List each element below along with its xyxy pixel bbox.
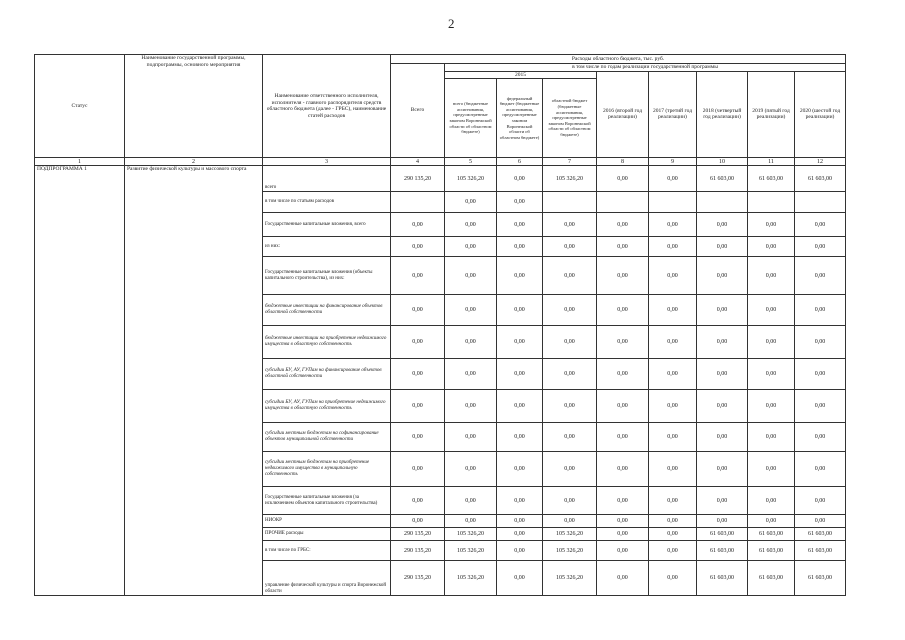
- value-cell: 0,00: [649, 237, 697, 257]
- value-cell: 0,00: [543, 515, 597, 528]
- value-cell: 0,00: [649, 257, 697, 295]
- value-cell: 0,00: [748, 257, 795, 295]
- value-cell: 0,00: [649, 487, 697, 515]
- column-number: 3: [263, 158, 391, 166]
- value-cell: 0,00: [597, 295, 649, 326]
- value-cell: 0,00: [445, 192, 497, 213]
- value-cell: 0,00: [649, 452, 697, 487]
- value-cell: 0,00: [795, 213, 846, 237]
- value-cell: 0,00: [445, 326, 497, 359]
- header-2015-federal: федеральный бюджет (бюджетные ассигнования, предусмотренные законом Воронежской области об областном бюджете): [497, 79, 543, 158]
- value-cell: 0,00: [649, 213, 697, 237]
- value-cell: 0,00: [445, 487, 497, 515]
- value-cell: 0,00: [497, 561, 543, 596]
- value-cell: 0,00: [649, 541, 697, 561]
- value-cell: 0,00: [391, 423, 445, 452]
- value-cell: 0,00: [445, 452, 497, 487]
- value-cell: 0,00: [649, 295, 697, 326]
- value-cell: 61 603,00: [697, 541, 748, 561]
- value-cell: 0,00: [391, 515, 445, 528]
- row-label: Государственные капитальные вложения (объекты капитального строительства), из них:: [263, 257, 391, 295]
- value-cell: 0,00: [597, 166, 649, 192]
- table-row: [35, 166, 846, 192]
- value-cell: 0,00: [391, 213, 445, 237]
- status-cell: ПОДПРОГРАММА 1: [35, 166, 125, 596]
- column-number: 4: [391, 158, 445, 166]
- value-cell: 0,00: [497, 515, 543, 528]
- column-number: 9: [649, 158, 697, 166]
- value-cell: 0,00: [497, 541, 543, 561]
- value-cell: 0,00: [795, 359, 846, 390]
- value-cell: 61 603,00: [697, 528, 748, 541]
- value-cell: 61 603,00: [795, 166, 846, 192]
- value-cell: 0,00: [543, 326, 597, 359]
- row-label: в том числе по статьям расходов: [263, 192, 391, 213]
- row-label: субсидии местным бюджетам на софинансирование объектов муниципальной собственности: [263, 423, 391, 452]
- value-cell: 0,00: [748, 515, 795, 528]
- value-cell: 0,00: [497, 166, 543, 192]
- value-cell: 0,00: [543, 390, 597, 423]
- column-number: 12: [795, 158, 846, 166]
- column-number: 6: [497, 158, 543, 166]
- value-cell: 0,00: [649, 326, 697, 359]
- value-cell: 0,00: [748, 326, 795, 359]
- header-expenses-title: Расходы областного бюджета, тыс. руб.: [391, 55, 846, 64]
- column-number: 5: [445, 158, 497, 166]
- value-cell: 0,00: [445, 515, 497, 528]
- value-cell: 0,00: [597, 390, 649, 423]
- value-cell: 0,00: [748, 423, 795, 452]
- value-cell: 0,00: [795, 423, 846, 452]
- column-number: 1: [35, 158, 125, 166]
- value-cell: 0,00: [597, 423, 649, 452]
- value-cell: 0,00: [543, 257, 597, 295]
- value-cell: 0,00: [391, 390, 445, 423]
- value-cell: 0,00: [649, 390, 697, 423]
- value-cell: 0,00: [597, 359, 649, 390]
- value-cell: 0,00: [597, 257, 649, 295]
- row-label: всего: [263, 166, 391, 192]
- header-total: Всего: [391, 64, 445, 158]
- page-number: 2: [448, 16, 455, 31]
- value-cell: 0,00: [697, 423, 748, 452]
- value-cell: [649, 192, 697, 213]
- column-number: 8: [597, 158, 649, 166]
- value-cell: 0,00: [795, 295, 846, 326]
- value-cell: 61 603,00: [795, 561, 846, 596]
- value-cell: 290 135,20: [391, 561, 445, 596]
- row-label: субсидии БУ, АУ, ГУПам на финансирование объектов областной собственности: [263, 359, 391, 390]
- value-cell: 0,00: [497, 192, 543, 213]
- value-cell: 0,00: [748, 295, 795, 326]
- value-cell: 105 326,20: [445, 528, 497, 541]
- value-cell: 0,00: [597, 452, 649, 487]
- value-cell: 0,00: [391, 237, 445, 257]
- row-label: Государственные капитальные вложения, всего: [263, 213, 391, 237]
- value-cell: 0,00: [795, 257, 846, 295]
- value-cell: 0,00: [445, 390, 497, 423]
- value-cell: 0,00: [445, 257, 497, 295]
- value-cell: 0,00: [748, 390, 795, 423]
- value-cell: 0,00: [445, 237, 497, 257]
- value-cell: 105 326,20: [543, 561, 597, 596]
- value-cell: 0,00: [543, 237, 597, 257]
- value-cell: 0,00: [597, 515, 649, 528]
- value-cell: 0,00: [543, 452, 597, 487]
- column-number: 7: [543, 158, 597, 166]
- value-cell: 0,00: [497, 213, 543, 237]
- value-cell: 105 326,20: [445, 166, 497, 192]
- value-cell: 0,00: [697, 452, 748, 487]
- header-2018: 2018 (четвертый год реализации): [697, 71, 748, 158]
- header-status: Статус: [35, 55, 125, 158]
- value-cell: 0,00: [697, 213, 748, 237]
- value-cell: 0,00: [543, 213, 597, 237]
- value-cell: 290 135,20: [391, 528, 445, 541]
- value-cell: 0,00: [391, 452, 445, 487]
- value-cell: 0,00: [649, 359, 697, 390]
- value-cell: 105 326,20: [543, 166, 597, 192]
- value-cell: 105 326,20: [445, 541, 497, 561]
- value-cell: 61 603,00: [697, 561, 748, 596]
- value-cell: 0,00: [795, 515, 846, 528]
- value-cell: 61 603,00: [748, 561, 795, 596]
- value-cell: 0,00: [497, 295, 543, 326]
- value-cell: 61 603,00: [795, 541, 846, 561]
- value-cell: 0,00: [445, 295, 497, 326]
- value-cell: [795, 192, 846, 213]
- value-cell: [697, 192, 748, 213]
- value-cell: 0,00: [795, 487, 846, 515]
- value-cell: 0,00: [597, 326, 649, 359]
- value-cell: 105 326,20: [543, 528, 597, 541]
- value-cell: 0,00: [649, 528, 697, 541]
- value-cell: 0,00: [748, 359, 795, 390]
- value-cell: 0,00: [649, 166, 697, 192]
- value-cell: 0,00: [497, 452, 543, 487]
- value-cell: 61 603,00: [748, 541, 795, 561]
- row-label: из них:: [263, 237, 391, 257]
- value-cell: 0,00: [649, 423, 697, 452]
- value-cell: 0,00: [497, 359, 543, 390]
- column-number: 10: [697, 158, 748, 166]
- value-cell: 0,00: [391, 257, 445, 295]
- value-cell: 0,00: [697, 390, 748, 423]
- value-cell: 0,00: [649, 561, 697, 596]
- value-cell: 0,00: [697, 515, 748, 528]
- budget-table: [34, 54, 846, 596]
- value-cell: 0,00: [543, 359, 597, 390]
- value-cell: 61 603,00: [748, 528, 795, 541]
- row-label: бюджетные инвестиции на приобретение недвижимого имущества в областную собственность: [263, 326, 391, 359]
- value-cell: 0,00: [597, 541, 649, 561]
- column-number: 11: [748, 158, 795, 166]
- row-label: бюджетные инвестиции на финансирование объектов областной собственности: [263, 295, 391, 326]
- value-cell: 0,00: [597, 237, 649, 257]
- column-number: 2: [125, 158, 263, 166]
- value-cell: 0,00: [497, 487, 543, 515]
- header-2015-total: всего (бюджетные ассигнования, предусмотренные законом Воронежской области об областном бюджете): [445, 79, 497, 158]
- value-cell: [748, 192, 795, 213]
- value-cell: 0,00: [697, 295, 748, 326]
- value-cell: 105 326,20: [445, 561, 497, 596]
- header-by-years: в том числе по годам реализации государственной программы: [445, 64, 846, 72]
- value-cell: 0,00: [445, 213, 497, 237]
- value-cell: 61 603,00: [748, 166, 795, 192]
- value-cell: 0,00: [597, 487, 649, 515]
- value-cell: 0,00: [391, 295, 445, 326]
- value-cell: 290 135,20: [391, 166, 445, 192]
- value-cell: 290 135,20: [391, 541, 445, 561]
- value-cell: 0,00: [697, 487, 748, 515]
- value-cell: 0,00: [391, 326, 445, 359]
- value-cell: 0,00: [497, 423, 543, 452]
- value-cell: 0,00: [795, 237, 846, 257]
- value-cell: 0,00: [543, 295, 597, 326]
- value-cell: 0,00: [748, 487, 795, 515]
- value-cell: 0,00: [497, 326, 543, 359]
- header-executor: Наименование ответственного исполнителя, исполнителя - главного распорядителя средств областного бюджета (далее - ГРБС), наименование статей расходов: [263, 55, 391, 158]
- value-cell: [597, 192, 649, 213]
- column-numbers-row: [35, 158, 846, 166]
- value-cell: 0,00: [795, 390, 846, 423]
- row-label: управление физической культуры и спорта Воронежской области: [263, 561, 391, 596]
- value-cell: 61 603,00: [795, 528, 846, 541]
- row-label: субсидии местным бюджетам на приобретение недвижимого имущества в муниципальную собственность: [263, 452, 391, 487]
- value-cell: [391, 192, 445, 213]
- value-cell: 0,00: [697, 326, 748, 359]
- row-label: Государственные капитальные вложения (за исключением объектов капитального строительства): [263, 487, 391, 515]
- value-cell: 0,00: [748, 213, 795, 237]
- value-cell: 0,00: [748, 452, 795, 487]
- value-cell: 0,00: [649, 515, 697, 528]
- row-label: в том числе по ГРБС:: [263, 541, 391, 561]
- value-cell: 0,00: [391, 359, 445, 390]
- value-cell: 105 326,20: [543, 541, 597, 561]
- value-cell: 0,00: [795, 452, 846, 487]
- value-cell: 0,00: [497, 390, 543, 423]
- value-cell: 61 603,00: [697, 166, 748, 192]
- value-cell: 0,00: [697, 257, 748, 295]
- value-cell: 0,00: [697, 359, 748, 390]
- value-cell: 0,00: [697, 237, 748, 257]
- value-cell: 0,00: [597, 213, 649, 237]
- value-cell: 0,00: [543, 487, 597, 515]
- header-program-name: Наименование государственной программы, подпрограммы, основного мероприятия: [125, 55, 263, 158]
- value-cell: 0,00: [497, 528, 543, 541]
- header-2015-regional: областной бюджет (бюджетные ассигнования, предусмотренные законом Воронежской области об областном бюджете): [543, 79, 597, 158]
- value-cell: 0,00: [543, 423, 597, 452]
- value-cell: 0,00: [391, 487, 445, 515]
- value-cell: [543, 192, 597, 213]
- row-label: ПРОЧИЕ расходы: [263, 528, 391, 541]
- header-2017: 2017 (третий год реализации): [649, 71, 697, 158]
- header-2016: 2016 (второй год реализации): [597, 71, 649, 158]
- row-label: НИОКР: [263, 515, 391, 528]
- value-cell: 0,00: [795, 326, 846, 359]
- header-2019: 2019 (пятый год реализации): [748, 71, 795, 158]
- program-cell: Развитие физической культуры и массового спорта: [125, 166, 263, 596]
- header-2020: 2020 (шестой год реализации): [795, 71, 846, 158]
- value-cell: 0,00: [597, 528, 649, 541]
- value-cell: 0,00: [597, 561, 649, 596]
- value-cell: 0,00: [497, 237, 543, 257]
- row-label: субсидии БУ, АУ, ГУПам на приобретение недвижимого имущества в областную собственность: [263, 390, 391, 423]
- value-cell: 0,00: [445, 359, 497, 390]
- value-cell: 0,00: [497, 257, 543, 295]
- value-cell: 0,00: [748, 237, 795, 257]
- value-cell: 0,00: [445, 423, 497, 452]
- header-year-2015: 2015: [445, 71, 597, 79]
